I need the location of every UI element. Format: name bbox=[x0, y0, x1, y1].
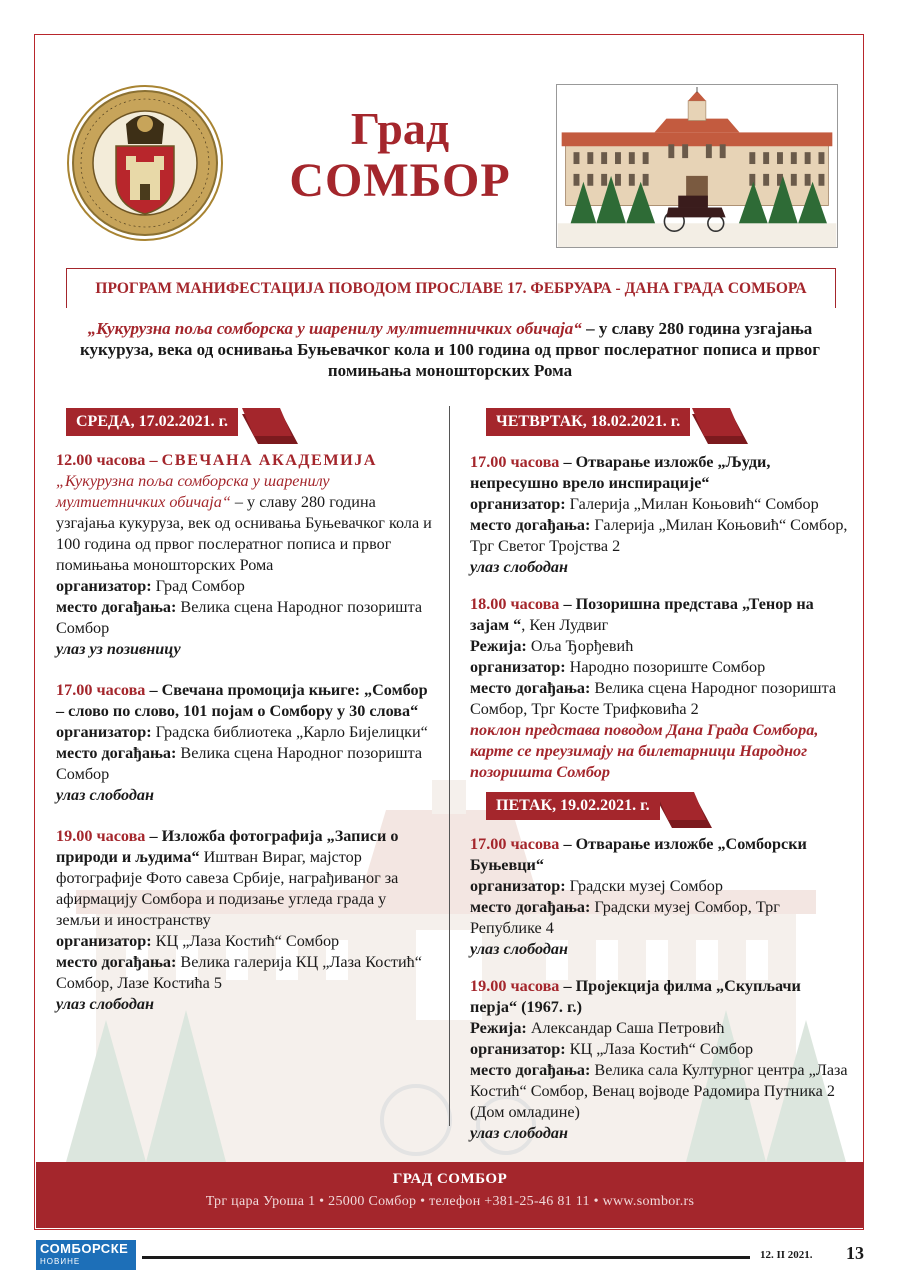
issue-date: 12. II 2021. bbox=[760, 1249, 813, 1261]
event-photo-exhibition bbox=[56, 826, 434, 1015]
place-label: место догађања: bbox=[56, 953, 177, 971]
page-footer-rule bbox=[142, 1256, 750, 1259]
palace-illustration bbox=[556, 84, 838, 248]
event-title: – Свечана промоција књиге: „Сомбор – слово по слово, 101 појам о Сомбору у 30 слова“ bbox=[56, 681, 428, 720]
event-organizer: Градски музеј Сомбор bbox=[565, 877, 723, 895]
event-entry: улаз слободан bbox=[470, 558, 568, 576]
director-label: Режија: bbox=[470, 637, 527, 655]
event-title: – Пројекција филма „Скупљачи перја“ bbox=[470, 977, 801, 1016]
event-place: Велика сцена Народног позоришта Сомбор, Трг Косте Трифковића 2 bbox=[470, 679, 837, 718]
event-place: Велика сцена Народног позоришта Сомбор bbox=[56, 744, 423, 783]
day-label-wednesday: СРЕДА, 17.02.2021. г. bbox=[66, 408, 238, 436]
event-description: – у славу 280 година узгајања кукуруза, век од оснивања Буњевачког кола и 100 година од првог послератног пописа и првог помињања моношторских Рома bbox=[56, 493, 432, 574]
event-time: 19.00 часова bbox=[470, 977, 560, 995]
event-author: , Кен Лудвиг bbox=[521, 616, 609, 634]
day-header-thursday bbox=[486, 408, 746, 436]
event-title: – Позоришна представа „Тенор на зајам “ bbox=[470, 595, 814, 634]
title-line-2: СОМБОР bbox=[289, 154, 511, 207]
event-place: Градски музеј Сомбор, Трг Републике 4 bbox=[470, 898, 780, 937]
organizer-label: организатор: bbox=[56, 932, 152, 950]
event-organizer: Галерија „Милан Коњовић“ Сомбор bbox=[565, 495, 819, 513]
event-exhibition-people bbox=[470, 452, 848, 578]
event-time: 12.00 часова bbox=[56, 451, 146, 469]
day-header-wednesday bbox=[66, 408, 306, 436]
day-label-friday: ПЕТАК, 19.02.2021. г. bbox=[486, 792, 660, 820]
event-place: Велика галерија КЦ „Лаза Костић“ Сомбор, Лазе Костића 5 bbox=[56, 953, 422, 992]
event-director: Александар Саша Петровић bbox=[526, 1019, 725, 1037]
event-time: 19.00 часова bbox=[56, 827, 146, 845]
event-place: Галерија „Милан Коњовић“ Сомбор, Трг Светог Тројства 2 bbox=[470, 516, 848, 555]
event-time: 17.00 часова bbox=[56, 681, 146, 699]
event-entry: улаз слободан bbox=[470, 940, 568, 958]
organizer-label: организатор: bbox=[56, 577, 152, 595]
column-right-top bbox=[470, 452, 848, 797]
place-label: место догађања: bbox=[56, 744, 177, 762]
event-organizer: Народно позориште Сомбор bbox=[565, 658, 766, 676]
event-title: СВЕЧАНА АКАДЕМИЈА bbox=[161, 451, 377, 469]
event-title: – Изложба фотографија „Записи о природи и људима“ bbox=[56, 827, 399, 866]
place-label: место догађања: bbox=[470, 1061, 591, 1079]
program-banner bbox=[66, 268, 836, 308]
event-time: 18.00 часова bbox=[470, 595, 560, 613]
column-right-bottom bbox=[470, 834, 848, 1158]
column-divider bbox=[449, 406, 450, 1126]
intro-text bbox=[60, 318, 840, 381]
day-label-thursday: ЧЕТВРТАК, 18.02.2021. г. bbox=[486, 408, 690, 436]
event-theatre-play bbox=[470, 594, 848, 783]
director-label: Режија: bbox=[470, 1019, 527, 1037]
event-title: – Отварање изложбе „Људи, непресушно врело инспирације“ bbox=[470, 453, 771, 492]
event-title: – Отварање изложбе „Сомборски Буњевци“ bbox=[470, 835, 807, 874]
event-place: Велика сала Културног центра „Лаза Костић“ Сомбор, Венац војводе Радомира Путника 2 (Дом омладине) bbox=[470, 1061, 848, 1121]
footer-city: ГРАД СОМБОР bbox=[392, 1171, 508, 1187]
logo-sub-text: НОВИНЕ bbox=[40, 1257, 81, 1266]
city-seal bbox=[66, 84, 224, 242]
organizer-label: организатор: bbox=[470, 658, 566, 676]
logo-main-text: СОМБОРСКЕ bbox=[40, 1241, 129, 1256]
place-label: место догађања: bbox=[470, 679, 591, 697]
event-exhibition-bunjevci bbox=[470, 834, 848, 960]
event-organizer: КЦ „Лаза Костић“ Сомбор bbox=[151, 932, 340, 950]
page-number: 13 bbox=[846, 1243, 864, 1263]
title-line-1: Град bbox=[350, 103, 450, 154]
column-left bbox=[56, 450, 434, 1029]
event-film-screening bbox=[470, 976, 848, 1144]
event-place: Велика сцена Народног позоришта Сомбор bbox=[56, 598, 423, 637]
ribbon-tail-icon bbox=[656, 792, 712, 834]
place-label: место догађања: bbox=[470, 898, 591, 916]
event-entry: улаз уз позивницу bbox=[56, 640, 181, 658]
newspaper-logo bbox=[36, 1240, 136, 1270]
event-academy bbox=[56, 450, 434, 660]
event-director: Ољa Ђорђевић bbox=[526, 637, 634, 655]
organizer-label: организатор: bbox=[470, 495, 566, 513]
event-time: 17.00 часова bbox=[470, 835, 560, 853]
event-organizer: Град Сомбор bbox=[151, 577, 245, 595]
organizer-label: организатор: bbox=[470, 1040, 566, 1058]
footer-contact: Трг цара Уроша 1 • 25000 Сомбор • телефон +381-25-46 81 11 • www.sombor.rs bbox=[205, 1194, 695, 1209]
event-entry: улаз слободан bbox=[56, 786, 154, 804]
event-entry: улаз слободан bbox=[56, 995, 154, 1013]
page-title bbox=[270, 104, 530, 208]
event-book-promotion bbox=[56, 680, 434, 806]
place-label: место догађања: bbox=[56, 598, 177, 616]
event-dash: – bbox=[145, 451, 162, 469]
organizer-label: организатор: bbox=[56, 723, 152, 741]
event-description: Иштван Вираг, мајстор фотографије Фото савеза Србије, награђиваног за афирмацију Сомбора и подизање угледа града у земљи и иностранству bbox=[56, 848, 399, 929]
event-entry: улаз слободан bbox=[470, 1124, 568, 1142]
contact-footer bbox=[36, 1162, 864, 1228]
organizer-label: организатор: bbox=[470, 877, 566, 895]
event-time: 17.00 часова bbox=[470, 453, 560, 471]
event-organizer: КЦ „Лаза Костић“ Сомбор bbox=[565, 1040, 754, 1058]
intro-italic: „Кукурузна поља сомборска у шаренилу мултиетничких обичаја“ bbox=[87, 319, 582, 338]
ribbon-tail-icon bbox=[242, 408, 298, 450]
place-label: место догађања: bbox=[470, 516, 591, 534]
intro-rest: – у славу 280 година узгајања кукуруза, века од оснивања Буњевачког кола и 100 година од првог послератног пописа и првог помињања моношторских Рома bbox=[79, 319, 821, 380]
event-organizer: Градска библиотека „Карло Бијелицки“ bbox=[151, 723, 428, 741]
event-year: (1967. г.) bbox=[517, 998, 582, 1016]
ribbon-tail-icon bbox=[692, 408, 748, 450]
program-banner-text: ПРОГРАМ МАНИФЕСТАЦИЈА ПОВОДОМ ПРОСЛАВЕ 17. ФЕБРУАРА - ДАНА ГРАДА СОМБОРА bbox=[95, 280, 807, 297]
event-gift-note: поклон представа поводом Дана Града Сомбора, карте се преузимају на билетарници Народног позоришта Сомбор bbox=[470, 721, 819, 781]
event-italic-title: „Кукурузна поља сомборска у шаренилу мултиетничких обичаја“ bbox=[56, 472, 330, 511]
